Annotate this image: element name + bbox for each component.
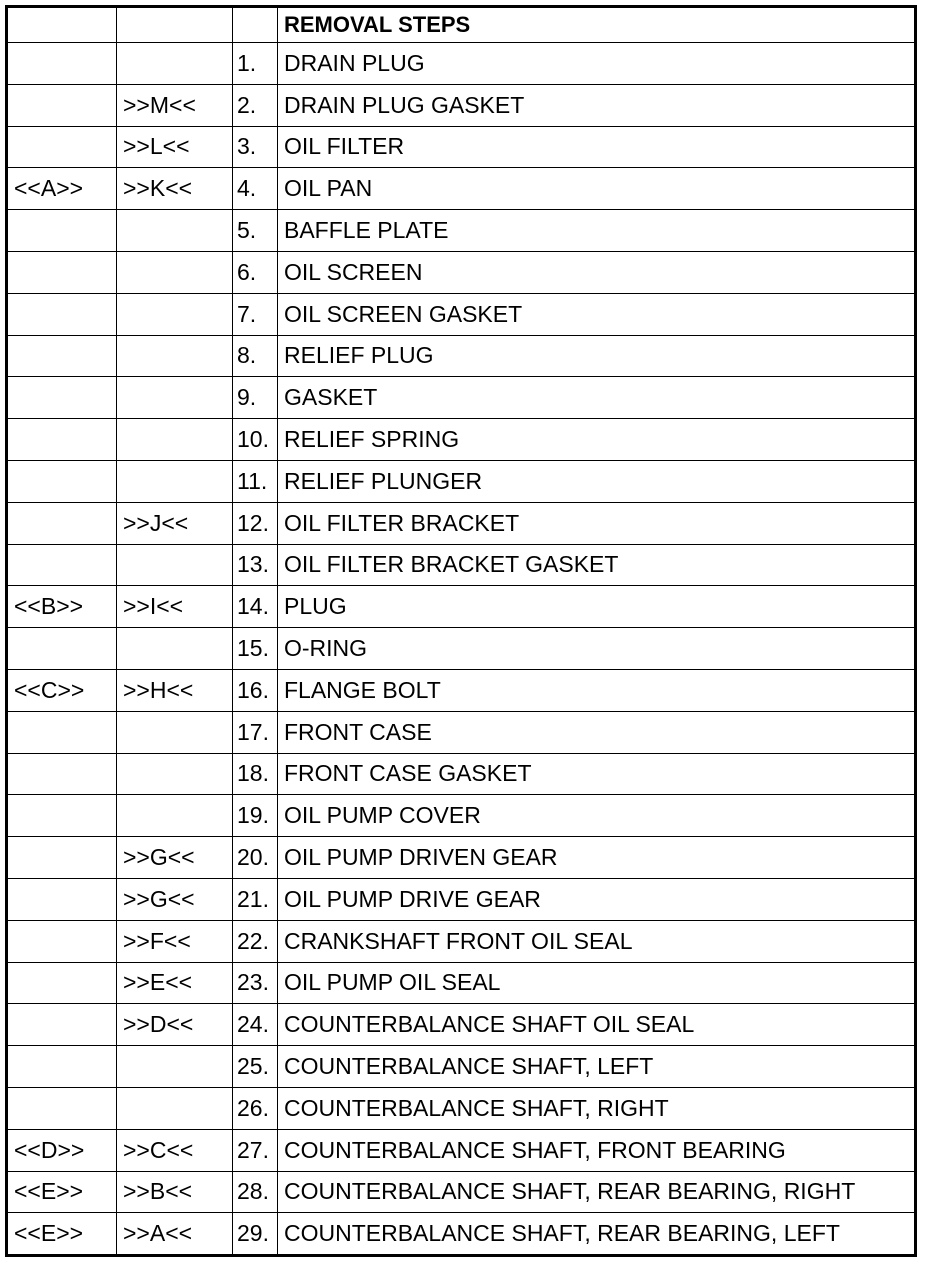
- step-number-cell: 16.: [233, 669, 278, 711]
- step-name-cell: RELIEF PLUNGER: [278, 460, 916, 502]
- header-install-mark-cell: [117, 7, 233, 43]
- install-mark-cell: >>H<<: [117, 669, 233, 711]
- header-title: REMOVAL STEPS: [278, 7, 916, 43]
- removal-steps-table: [5, 5, 917, 1257]
- step-name-cell: OIL SCREEN: [278, 251, 916, 293]
- install-mark-cell: >>L<<: [117, 126, 233, 168]
- step-name-cell: FRONT CASE GASKET: [278, 753, 916, 795]
- removal-mark-cell: <<E>>: [7, 1171, 117, 1213]
- step-name-cell: OIL PUMP COVER: [278, 795, 916, 837]
- step-name-cell: COUNTERBALANCE SHAFT, RIGHT: [278, 1087, 916, 1129]
- install-mark-cell: >>G<<: [117, 837, 233, 879]
- install-mark-cell: >>F<<: [117, 920, 233, 962]
- step-name-cell: OIL PAN: [278, 168, 916, 210]
- removal-mark-cell: [7, 460, 117, 502]
- install-mark-cell: [117, 753, 233, 795]
- step-name-cell: OIL FILTER BRACKET GASKET: [278, 544, 916, 586]
- step-number-cell: 27.: [233, 1129, 278, 1171]
- removal-mark-cell: [7, 335, 117, 377]
- removal-mark-cell: <<B>>: [7, 586, 117, 628]
- step-number-cell: 10.: [233, 419, 278, 461]
- table-row-8: [7, 335, 916, 377]
- step-number-cell: 7.: [233, 293, 278, 335]
- removal-mark-cell: [7, 84, 117, 126]
- table-row-15: [7, 628, 916, 670]
- install-mark-cell: [117, 43, 233, 85]
- step-number-cell: 2.: [233, 84, 278, 126]
- install-mark-cell: [117, 1087, 233, 1129]
- table-row-21: [7, 878, 916, 920]
- table-row-28: [7, 1171, 916, 1213]
- step-name-cell: CRANKSHAFT FRONT OIL SEAL: [278, 920, 916, 962]
- install-mark-cell: [117, 460, 233, 502]
- step-name-cell: COUNTERBALANCE SHAFT, REAR BEARING, RIGHT: [278, 1171, 916, 1213]
- step-name-cell: BAFFLE PLATE: [278, 210, 916, 252]
- step-name-cell: O-RING: [278, 628, 916, 670]
- step-name-cell: DRAIN PLUG GASKET: [278, 84, 916, 126]
- step-number-cell: 13.: [233, 544, 278, 586]
- step-number-cell: 21.: [233, 878, 278, 920]
- removal-mark-cell: [7, 251, 117, 293]
- step-name-cell: RELIEF PLUG: [278, 335, 916, 377]
- install-mark-cell: [117, 544, 233, 586]
- step-number-cell: 25.: [233, 1046, 278, 1088]
- step-name-cell: COUNTERBALANCE SHAFT, REAR BEARING, LEFT: [278, 1213, 916, 1256]
- step-number-cell: 18.: [233, 753, 278, 795]
- header-removal-mark-cell: [7, 7, 117, 43]
- removal-mark-cell: [7, 43, 117, 85]
- install-mark-cell: [117, 711, 233, 753]
- table-row-4: [7, 168, 916, 210]
- removal-mark-cell: [7, 293, 117, 335]
- table-row-26: [7, 1087, 916, 1129]
- removal-mark-cell: [7, 711, 117, 753]
- step-number-cell: 12.: [233, 502, 278, 544]
- removal-mark-cell: [7, 1087, 117, 1129]
- step-number-cell: 29.: [233, 1213, 278, 1256]
- step-name-cell: COUNTERBALANCE SHAFT, FRONT BEARING: [278, 1129, 916, 1171]
- step-name-cell: OIL FILTER BRACKET: [278, 502, 916, 544]
- step-name-cell: DRAIN PLUG: [278, 43, 916, 85]
- removal-mark-cell: <<A>>: [7, 168, 117, 210]
- step-name-cell: GASKET: [278, 377, 916, 419]
- step-name-cell: PLUG: [278, 586, 916, 628]
- table-row-3: [7, 126, 916, 168]
- table-row-17: [7, 711, 916, 753]
- table-row-25: [7, 1046, 916, 1088]
- removal-mark-cell: <<D>>: [7, 1129, 117, 1171]
- install-mark-cell: [117, 210, 233, 252]
- step-number-cell: 17.: [233, 711, 278, 753]
- step-name-cell: OIL PUMP DRIVE GEAR: [278, 878, 916, 920]
- removal-mark-cell: [7, 878, 117, 920]
- install-mark-cell: >>G<<: [117, 878, 233, 920]
- table-row-27: [7, 1129, 916, 1171]
- step-name-cell: OIL PUMP OIL SEAL: [278, 962, 916, 1004]
- removal-steps-body: [7, 7, 916, 1256]
- removal-mark-cell: [7, 419, 117, 461]
- header-number-cell: [233, 7, 278, 43]
- table-row-23: [7, 962, 916, 1004]
- removal-mark-cell: [7, 1046, 117, 1088]
- table-row-5: [7, 210, 916, 252]
- install-mark-cell: [117, 335, 233, 377]
- step-number-cell: 14.: [233, 586, 278, 628]
- step-number-cell: 22.: [233, 920, 278, 962]
- install-mark-cell: >>B<<: [117, 1171, 233, 1213]
- step-name-cell: OIL FILTER: [278, 126, 916, 168]
- removal-mark-cell: [7, 920, 117, 962]
- install-mark-cell: >>C<<: [117, 1129, 233, 1171]
- table-row-18: [7, 753, 916, 795]
- table-row-20: [7, 837, 916, 879]
- removal-mark-cell: [7, 210, 117, 252]
- step-number-cell: 6.: [233, 251, 278, 293]
- step-number-cell: 26.: [233, 1087, 278, 1129]
- table-row-9: [7, 377, 916, 419]
- step-number-cell: 1.: [233, 43, 278, 85]
- step-name-cell: FLANGE BOLT: [278, 669, 916, 711]
- step-name-cell: COUNTERBALANCE SHAFT, LEFT: [278, 1046, 916, 1088]
- step-number-cell: 19.: [233, 795, 278, 837]
- step-number-cell: 28.: [233, 1171, 278, 1213]
- table-row-2: [7, 84, 916, 126]
- table-row-24: [7, 1004, 916, 1046]
- step-number-cell: 9.: [233, 377, 278, 419]
- install-mark-cell: [117, 377, 233, 419]
- step-number-cell: 15.: [233, 628, 278, 670]
- install-mark-cell: [117, 628, 233, 670]
- step-name-cell: FRONT CASE: [278, 711, 916, 753]
- removal-mark-cell: [7, 544, 117, 586]
- install-mark-cell: [117, 293, 233, 335]
- table-row-22: [7, 920, 916, 962]
- install-mark-cell: [117, 251, 233, 293]
- install-mark-cell: >>A<<: [117, 1213, 233, 1256]
- step-number-cell: 4.: [233, 168, 278, 210]
- step-name-cell: RELIEF SPRING: [278, 419, 916, 461]
- table-row-10: [7, 419, 916, 461]
- step-number-cell: 20.: [233, 837, 278, 879]
- install-mark-cell: [117, 419, 233, 461]
- table-row-14: [7, 586, 916, 628]
- install-mark-cell: [117, 1046, 233, 1088]
- install-mark-cell: >>I<<: [117, 586, 233, 628]
- step-name-cell: COUNTERBALANCE SHAFT OIL SEAL: [278, 1004, 916, 1046]
- install-mark-cell: >>K<<: [117, 168, 233, 210]
- step-number-cell: 5.: [233, 210, 278, 252]
- install-mark-cell: >>M<<: [117, 84, 233, 126]
- step-number-cell: 11.: [233, 460, 278, 502]
- table-row-11: [7, 460, 916, 502]
- removal-mark-cell: <<E>>: [7, 1213, 117, 1256]
- table-row-19: [7, 795, 916, 837]
- removal-mark-cell: [7, 837, 117, 879]
- table-row-29: [7, 1213, 916, 1256]
- install-mark-cell: >>D<<: [117, 1004, 233, 1046]
- install-mark-cell: [117, 795, 233, 837]
- install-mark-cell: >>E<<: [117, 962, 233, 1004]
- step-number-cell: 24.: [233, 1004, 278, 1046]
- table-row-13: [7, 544, 916, 586]
- step-name-cell: OIL PUMP DRIVEN GEAR: [278, 837, 916, 879]
- step-number-cell: 23.: [233, 962, 278, 1004]
- removal-mark-cell: [7, 502, 117, 544]
- removal-mark-cell: [7, 962, 117, 1004]
- table-row-12: [7, 502, 916, 544]
- removal-mark-cell: [7, 126, 117, 168]
- removal-mark-cell: [7, 1004, 117, 1046]
- table-row-6: [7, 251, 916, 293]
- step-number-cell: 8.: [233, 335, 278, 377]
- table-row-16: [7, 669, 916, 711]
- table-row-7: [7, 293, 916, 335]
- removal-mark-cell: [7, 795, 117, 837]
- removal-mark-cell: [7, 377, 117, 419]
- removal-mark-cell: [7, 628, 117, 670]
- removal-mark-cell: <<C>>: [7, 669, 117, 711]
- install-mark-cell: >>J<<: [117, 502, 233, 544]
- step-name-cell: OIL SCREEN GASKET: [278, 293, 916, 335]
- removal-mark-cell: [7, 753, 117, 795]
- step-number-cell: 3.: [233, 126, 278, 168]
- table-row-1: [7, 43, 916, 85]
- header-row: [7, 7, 916, 43]
